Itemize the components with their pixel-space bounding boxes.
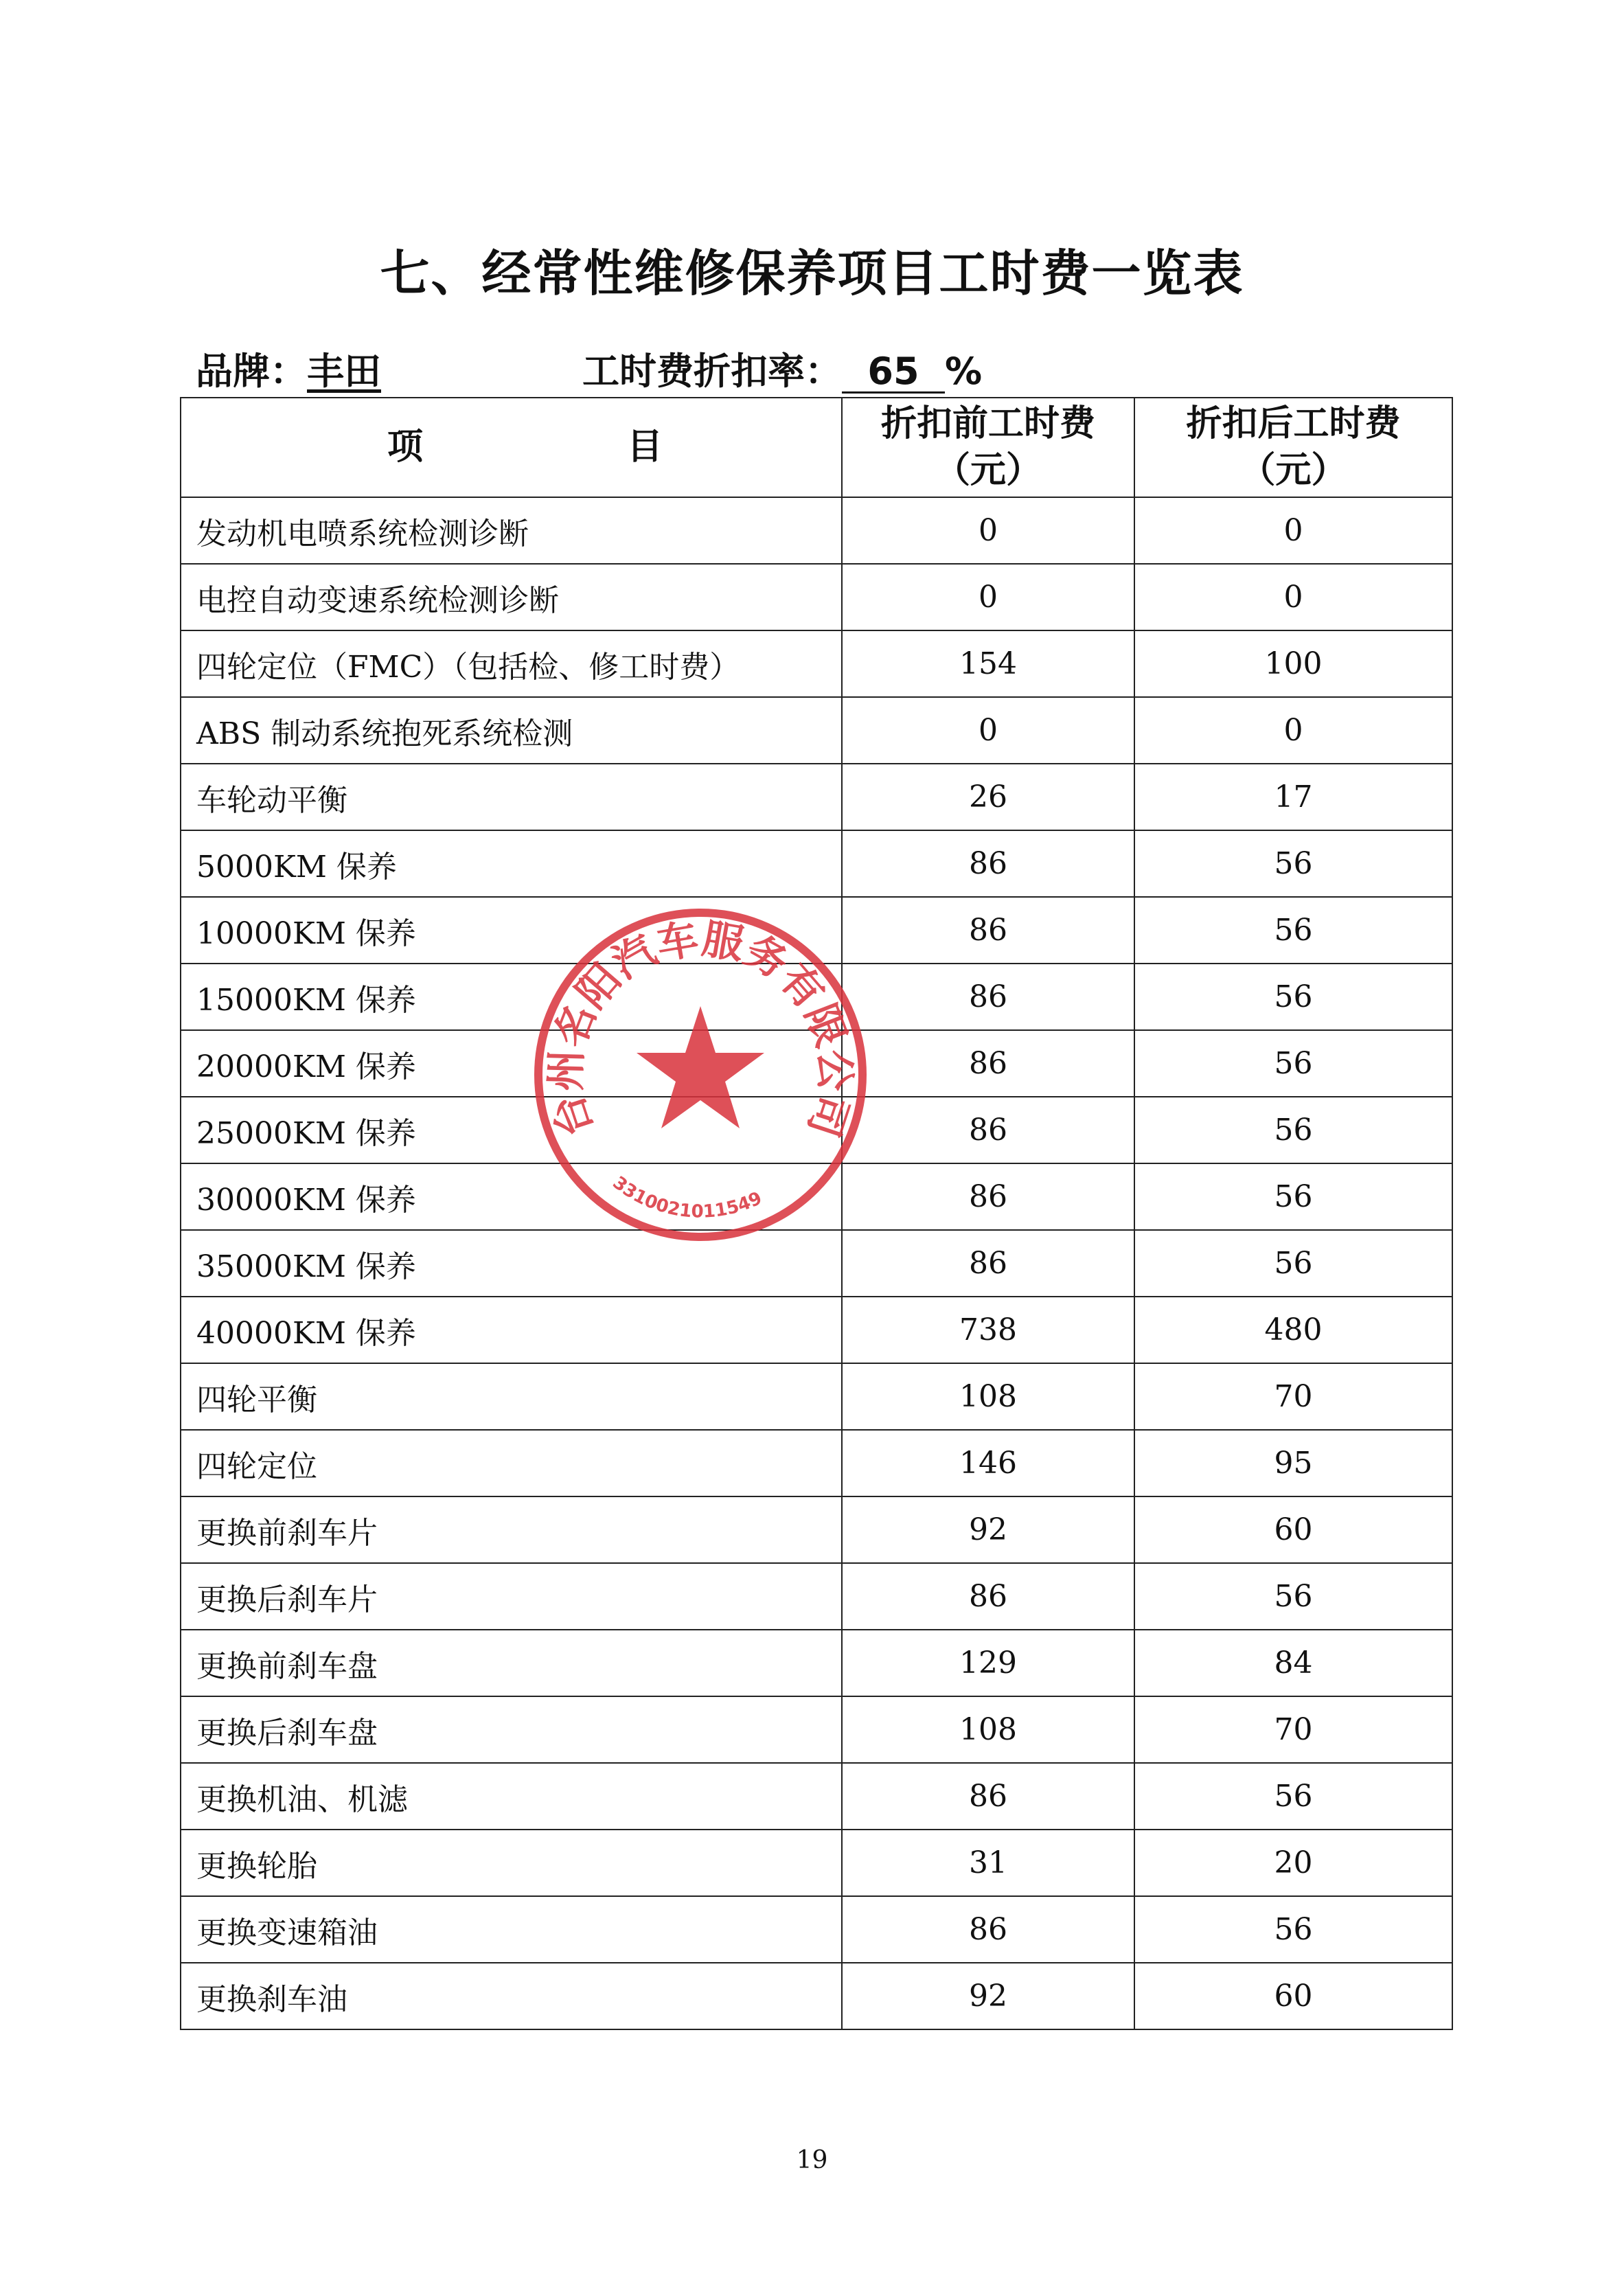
header-item-char-2: 目 [626,426,663,468]
seal-company-text: 台州名阳汽车服务有限公司 [542,915,859,1143]
fee-before-cell: 108 [842,1696,1134,1763]
header-after-discount [1134,398,1452,497]
item-name-cell: 更换机油、机滤 [181,1763,842,1830]
fee-before-cell: 92 [842,1963,1134,2029]
seal-code-text: 3310021011549 [608,1172,766,1222]
page-title: 七、经常性维修保养项目工时费一览表 [380,244,1244,302]
table-row [181,1963,1452,2029]
fee-before-cell: 86 [842,1163,1134,1230]
fee-before-cell: 154 [842,630,1134,697]
header-item [181,398,842,497]
table-row [181,1763,1452,1830]
fee-before-cell: 0 [842,697,1134,764]
header-before-line2: （元） [934,449,1042,491]
fee-before-cell: 86 [842,964,1134,1030]
fee-after-cell: 56 [1134,1097,1452,1163]
table-header-row [181,398,1452,497]
table-row [181,1696,1452,1763]
table-row [181,1363,1452,1430]
table-row [181,1630,1452,1696]
fee-after-cell: 56 [1134,964,1452,1030]
fee-after-cell: 56 [1134,1230,1452,1297]
fee-after-cell: 70 [1134,1696,1452,1763]
fee-before-cell: 92 [842,1496,1134,1563]
fee-after-cell: 56 [1134,1030,1452,1097]
header-before-discount [842,398,1134,497]
fee-after-cell: 0 [1134,564,1452,630]
header-after-line1: 折扣后工时费 [1186,402,1401,444]
item-name-cell: 30000KM 保养 [181,1163,842,1230]
fee-after-cell: 56 [1134,897,1452,964]
fee-after-cell: 84 [1134,1630,1452,1696]
company-seal [529,903,872,1246]
item-name-cell: 更换前刹车盘 [181,1630,842,1696]
fee-before-cell: 86 [842,1563,1134,1630]
fee-before-cell: 146 [842,1430,1134,1496]
discount-rate-line [582,342,982,395]
table-row [181,1896,1452,1963]
item-name-cell: 40000KM 保养 [181,1297,842,1363]
item-name-cell: 更换后刹车盘 [181,1696,842,1763]
fee-before-cell: 738 [842,1297,1134,1363]
brand-value: 丰田 [307,350,381,393]
table-row [181,697,1452,764]
brand-line [196,342,381,395]
fee-after-cell: 20 [1134,1830,1452,1896]
table-row [181,1496,1452,1563]
discount-rate-unit: % [945,350,983,393]
fee-before-cell: 86 [842,1230,1134,1297]
table-row [181,830,1452,897]
item-name-cell: 25000KM 保养 [181,1097,842,1163]
fee-before-cell: 0 [842,564,1134,630]
fee-before-cell: 86 [842,897,1134,964]
item-name-cell: 更换变速箱油 [181,1896,842,1963]
fee-before-cell: 0 [842,497,1134,564]
item-name-cell: 更换后刹车片 [181,1563,842,1630]
item-name-cell: 更换前刹车片 [181,1496,842,1563]
fee-after-cell: 17 [1134,764,1452,830]
fee-before-cell: 31 [842,1830,1134,1896]
item-name-cell: 电控自动变速系统检测诊断 [181,564,842,630]
fee-before-cell: 129 [842,1630,1134,1696]
seal-star-icon [637,1006,764,1128]
header-item-char-1: 项 [387,426,424,468]
table-row [181,1430,1452,1496]
header-after-line2: （元） [1239,449,1347,491]
item-name-cell: 20000KM 保养 [181,1030,842,1097]
item-name-cell: 更换轮胎 [181,1830,842,1896]
table-row [181,564,1452,630]
table-row [181,497,1452,564]
table-row [181,1297,1452,1363]
fee-after-cell: 56 [1134,830,1452,897]
discount-rate-label: 工时费折扣率： [582,350,842,393]
fee-after-cell: 0 [1134,497,1452,564]
item-name-cell: 35000KM 保养 [181,1230,842,1297]
item-name-cell: 5000KM 保养 [181,830,842,897]
fee-after-cell: 70 [1134,1363,1452,1430]
fee-after-cell: 56 [1134,1563,1452,1630]
fee-after-cell: 60 [1134,1496,1452,1563]
fee-after-cell: 56 [1134,1763,1452,1830]
fee-before-cell: 86 [842,1763,1134,1830]
fee-before-cell: 86 [842,830,1134,897]
page-number: 19 [796,2146,828,2174]
item-name-cell: 10000KM 保养 [181,897,842,964]
fee-before-cell: 26 [842,764,1134,830]
item-name-cell: 更换刹车油 [181,1963,842,2029]
fee-after-cell: 480 [1134,1297,1452,1363]
item-name-cell: 四轮定位 [181,1430,842,1496]
discount-rate-value: 65 [842,352,945,394]
fee-after-cell: 56 [1134,1896,1452,1963]
fee-after-cell: 56 [1134,1163,1452,1230]
fee-after-cell: 95 [1134,1430,1452,1496]
table-row [181,1830,1452,1896]
item-name-cell: 四轮平衡 [181,1363,842,1430]
fee-after-cell: 0 [1134,697,1452,764]
fee-before-cell: 86 [842,1896,1134,1963]
table-row [181,764,1452,830]
fee-after-cell: 100 [1134,630,1452,697]
fee-before-cell: 86 [842,1097,1134,1163]
item-name-cell: 发动机电喷系统检测诊断 [181,497,842,564]
fee-before-cell: 86 [842,1030,1134,1097]
item-name-cell: ABS 制动系统抱死系统检测 [181,697,842,764]
item-name-cell: 15000KM 保养 [181,964,842,1030]
item-name-cell: 四轮定位（FMC）（包括检、修工时费） [181,630,842,697]
brand-label: 品牌： [196,350,307,393]
table-row [181,1563,1452,1630]
table-row [181,630,1452,697]
header-before-line1: 折扣前工时费 [880,402,1095,444]
fee-before-cell: 108 [842,1363,1134,1430]
item-name-cell: 车轮动平衡 [181,764,842,830]
fee-after-cell: 60 [1134,1963,1452,2029]
